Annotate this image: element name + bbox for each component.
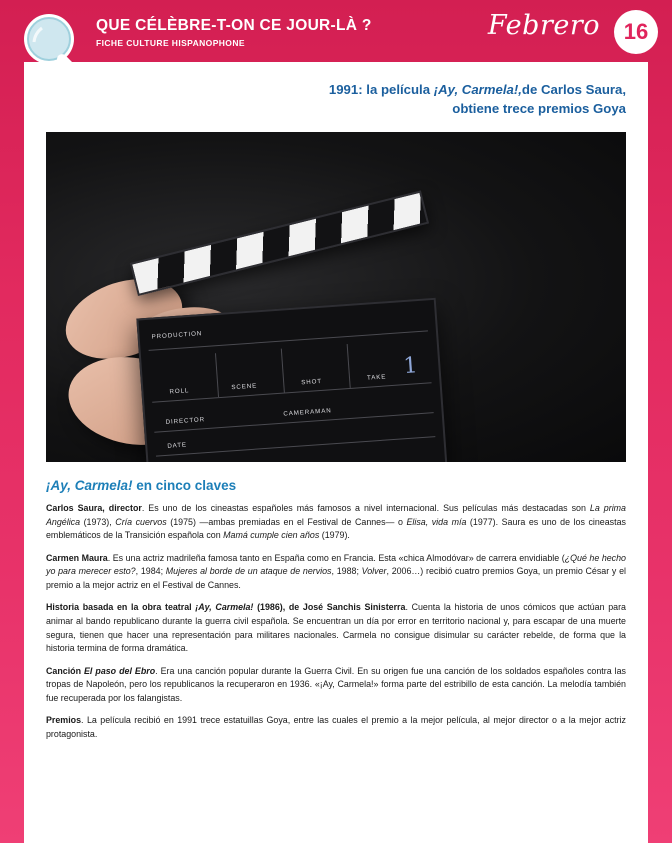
article-body	[46, 502, 626, 741]
article-title	[196, 80, 626, 118]
day-badge: 16	[614, 10, 658, 54]
clapper-take-label: TAKE	[366, 373, 387, 382]
paragraph-historia: Historia basada en la obra teatral ¡Ay, Carmela! (1986), de José Sanchis Sinisterra. Cuenta la historia de unos cómicos que actúan para animar al bando republicano durante la guerra civil española. Se encuentran un día por error en territorio nacional y, para escapar de una muerte segura, tienen que hacer una representación para militares nacionales. Carmela no consigue disimular su carácter rebelde, de forma que la historia termina de forma dramática.	[46, 602, 626, 654]
section-title	[46, 478, 626, 493]
clapper-take-value: 1	[402, 353, 420, 380]
clapper-board	[136, 298, 447, 462]
section-title-film: ¡Ay, Carmela!	[46, 478, 133, 494]
clapperboard-photo	[46, 132, 626, 462]
clapper-stick	[130, 191, 429, 297]
article-title-film: ¡Ay, Carmela!,	[433, 82, 522, 97]
article-title-post: de Carlos Saura,	[521, 82, 626, 97]
section-title-rest: en cinco claves	[132, 478, 237, 494]
paragraph-premios: Premios. La película recibió en 1991 trece estatuillas Goya, entre las cuales el premio a la mejor película, al mejor director o a la mejor actriz protagonista.	[46, 715, 626, 739]
clapper-director-label: DIRECTOR	[165, 416, 206, 427]
clapper-date-label: DATE	[167, 441, 188, 451]
clapper-cameraman-label: CAMERAMAN	[283, 407, 332, 418]
clapper-shot-label: SHOT	[300, 378, 323, 387]
paragraph-carlos-saura: Carlos Saura, director. Es uno de los cineastas españoles más famosos a nivel internacional. Sus películas más destacadas son La prima Angélica (1973), Cría cuervos (1975) —ambas premiadas en el Festival de Cannes— o Elisa, vida mía (1977). Saura es uno de los cineastas emblemáticos de la Transición española con Mamá cumple cien años (1979).	[46, 503, 626, 541]
month-label: Febrero	[487, 10, 600, 41]
article-title-line2: obtiene trece premios Goya	[452, 101, 626, 117]
clapper-scene-label: SCENE	[231, 382, 258, 392]
paragraph-cancion: Canción El paso del Ebro. Era una canción popular durante la Guerra Civil. En su origen fue una canción de los soldados españoles contra las tropas de Napoleón, pero los republicanos la recuperaron en 1936. «¡Ay, Carmela!» forma parte del estribillo de esta canción. La melodía también fue recuperada por los falangistas.	[46, 665, 626, 703]
clapper-production-label: PRODUCTION	[151, 330, 203, 341]
page-title: QUE CÉLÈBRE-T-ON CE JOUR-LÀ ?	[96, 17, 372, 34]
page-header	[0, 0, 672, 62]
article-title-pre: 1991: la película	[328, 82, 434, 97]
page-subtitle: FICHE CULTURE HISPANOPHONE	[96, 38, 245, 48]
clapper-roll-label: ROLL	[169, 387, 190, 396]
paragraph-carmen-maura: Carmen Maura. Es una actriz madrileña famosa tanto en España como en Francia. Esta «chica Almodóvar» de carrera envidiable (¿Qué he hecho yo para merecer esto?, 1984; Mujeres al borde de un ataque de nervios, 1988; Volver, 2006…) recibió cuatro premios Goya, un premio César y el premio a la mejor actriz en el Festival de Cannes.	[46, 552, 626, 590]
content-sheet	[24, 62, 648, 843]
